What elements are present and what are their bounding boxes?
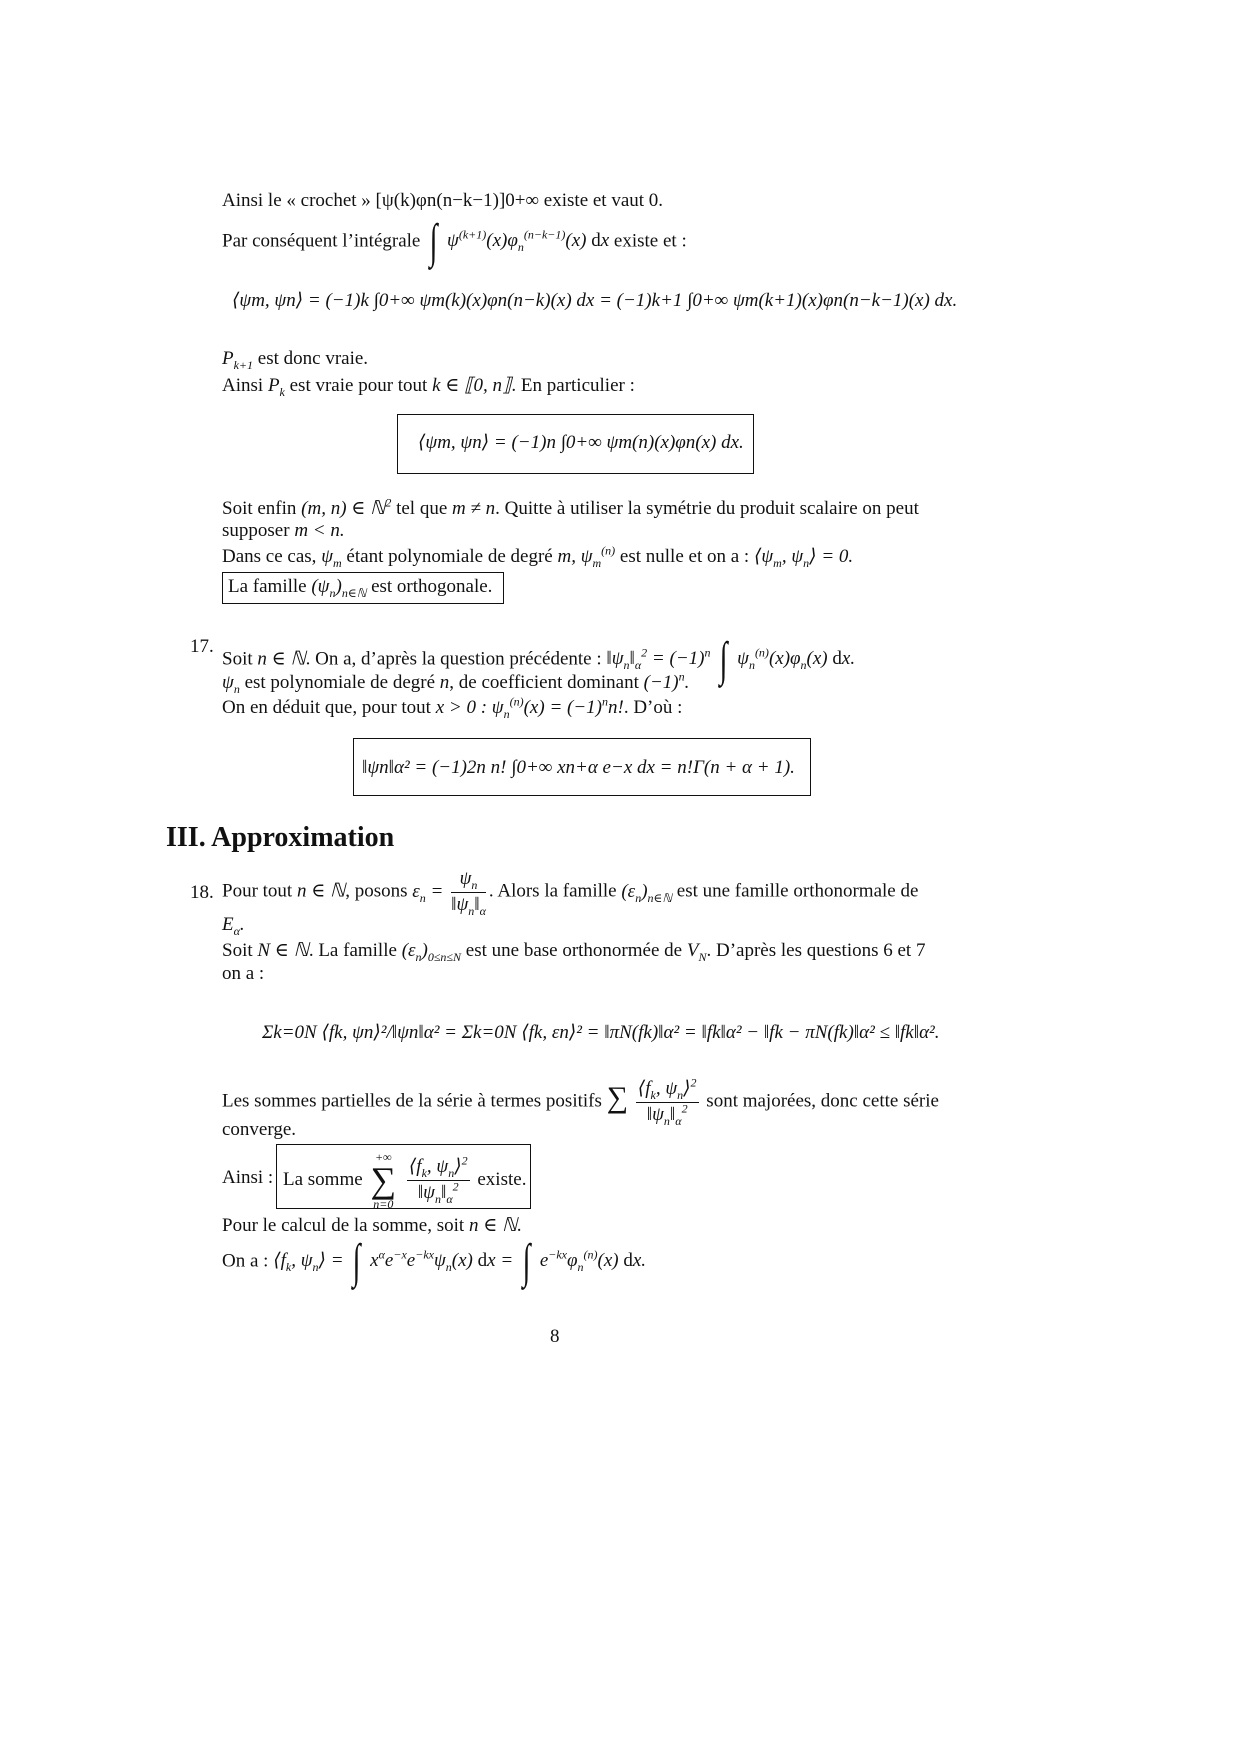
math-expression: ‖ψn‖α² = (−1)2n n! ∫0+∞ xn+α e−x dx = n!Γ(n + α + 1). <box>362 757 795 778</box>
text-segment: . Quitte à utiliser la symétrie du produit scalaire on peut <box>495 498 919 519</box>
math-expression: $\psi^{(k+1)}(x)\varphi_n^{(n-k-1)}(x)$ dx <box>447 228 610 255</box>
text-line <box>222 375 635 398</box>
page-number: 8 <box>550 1326 560 1347</box>
math-inline: n <box>439 672 450 693</box>
math-inline: N ∈ ℕ <box>257 940 309 961</box>
math-expression: Σk=0N ⟨fk, ψn⟩²/‖ψn‖α² = Σk=0N ⟨fk, εn⟩² = ‖πN(fk)‖α² = ‖fk‖α² − ‖fk − πN(fk)‖α² ≤ ‖fk‖α². <box>262 1022 940 1043</box>
text-segment: tel que <box>396 498 448 519</box>
math-expression: ⟨ψm, ψn⟩ = (−1)k ∫0+∞ ψm(k)(x)φn(n−k)(x) dx = (−1)k+1 ∫0+∞ ψm(k+1)(x)φn(n−k−1)(x) dx. <box>232 290 958 311</box>
section-heading: III. Approximation <box>166 822 395 853</box>
equation <box>262 1022 940 1045</box>
text-segment: , de coefficient dominant <box>449 672 639 693</box>
text-segment: . La famille <box>308 940 397 961</box>
math-inline: $⟨f_k$, $\psi_n⟩$ = ∫ $x^\alpha e^{-x}e^{-kx}\psi_n(x)$ dx = ∫ $e^{-kx}\varphi_n^{(n)}(x)$ dx. <box>273 1235 647 1288</box>
equation <box>362 757 795 780</box>
math-inline: $V_N$ <box>686 940 707 964</box>
math-inline: $(-1)^n$. <box>643 669 690 693</box>
text-segment: On a : <box>222 1250 269 1272</box>
math-inline: n ∈ ℕ. <box>468 1215 522 1236</box>
math-inline: $\psi_n$ <box>222 672 240 696</box>
text-segment: est une base orthonormée de <box>465 940 683 961</box>
text-segment: Les sommes partielles de la série à termes positifs <box>222 1090 602 1112</box>
text-line <box>222 694 683 721</box>
text-segment: est orthogonale. <box>371 576 493 597</box>
math-inline: $P_k$ <box>267 375 285 399</box>
text-segment: est donc vraie. <box>257 348 369 369</box>
math-inline: (m, n) ∈ ℕ$^2$ <box>301 495 392 519</box>
math-inline: ∑ $\frac{⟨f_k, \psi_n⟩^2}{‖\psi_n‖_\alpha^2}$ <box>606 1075 697 1128</box>
text-segment: converge. <box>222 1119 297 1140</box>
text-segment: existe et : <box>613 230 687 252</box>
math-inline: m ≠ n <box>452 498 496 519</box>
text-segment: Pour le calcul de la somme, soit <box>222 1215 465 1236</box>
math-inline: m, $\psi_m^{(n)}$ <box>557 543 616 570</box>
equation <box>232 290 957 313</box>
text-line <box>222 543 854 570</box>
math-inline: $(\psi_n)_{n\in ℕ}$ <box>311 576 367 600</box>
text-segment: Ainsi : <box>222 1167 274 1188</box>
text-line <box>222 914 245 937</box>
text-line <box>222 963 264 986</box>
math-inline: x > 0 : $\psi_n^{(n)}(x) = (-1)^nn$! <box>435 694 624 721</box>
text-line <box>222 215 687 268</box>
text-segment: étant polynomiale de degré <box>346 546 553 567</box>
text-segment: Ainsi <box>222 375 264 396</box>
equation <box>418 432 744 455</box>
math-inline: n ∈ ℕ <box>257 648 306 670</box>
text-line <box>222 1167 273 1190</box>
text-segment: 17. <box>190 636 214 657</box>
sum-symbol: +∞ ∑ n=0 <box>370 1150 397 1211</box>
text-segment: existe. <box>477 1168 527 1190</box>
text-segment: . Alors la famille <box>488 880 617 902</box>
text-segment: . En particulier : <box>511 375 635 396</box>
question-number <box>190 882 214 905</box>
math-inline: $(\varepsilon_n)_{n\in ℕ}$ <box>621 880 673 905</box>
math-inline: $E_\alpha$. <box>222 914 245 938</box>
text-line <box>222 669 690 696</box>
text-segment: est polynomiale de degré <box>244 672 436 693</box>
text-line <box>222 348 368 371</box>
text-segment: est nulle et on a : <box>619 546 750 567</box>
text-segment: Par conséquent l’intégrale <box>222 230 421 252</box>
math-inline: $(\varepsilon_n)_{0\le n\le N}$ <box>401 940 462 964</box>
text-segment: Pour tout <box>222 880 293 902</box>
text-segment: , posons <box>345 880 408 902</box>
math-inline: $\psi_m$ <box>321 546 342 570</box>
math-inline: k ∈ ⟦0, n⟧ <box>432 375 512 396</box>
text-segment: Ainsi le « crochet » [ψ(k)φn(n−k−1)]0+∞ existe et vaut 0. <box>222 190 664 211</box>
text-segment: Soit <box>222 940 253 961</box>
text-line <box>222 495 919 521</box>
text-segment: La famille <box>228 576 307 597</box>
math-inline: $P_{k+1}$ <box>222 348 254 372</box>
integral-sign: ∫ <box>429 215 438 268</box>
math-inline: n ∈ ℕ <box>296 880 346 902</box>
math-expression: ⟨ψm, ψn⟩ = (−1)n ∫0+∞ ψm(n)(x)φn(x) dx. <box>418 432 744 453</box>
text-line <box>222 190 663 213</box>
text-segment: Dans ce cas, <box>222 546 317 567</box>
text-segment: on a : <box>222 963 265 984</box>
text-segment: Soit <box>222 648 253 670</box>
text-segment: La somme <box>283 1168 363 1190</box>
text-segment: . D’après les questions 6 et 7 <box>706 940 926 961</box>
question-number <box>190 636 214 659</box>
text-segment: . On a, d’après la question précédente : <box>305 648 602 670</box>
text-line <box>222 1119 296 1142</box>
text-segment: On en déduit que, pour tout <box>222 697 431 718</box>
text-segment: supposer <box>222 520 290 541</box>
math-inline: m < n. <box>294 520 345 541</box>
math-inline: $\frac{⟨f_k, \psi_n⟩^2}{‖\psi_n‖_\alpha^2}$ <box>408 1153 468 1206</box>
text-segment: 18. <box>190 882 214 903</box>
text-line <box>222 1075 939 1128</box>
text-segment: Soit enfin <box>222 498 297 519</box>
text-line <box>228 576 492 599</box>
text-line <box>222 868 918 917</box>
text-line <box>222 940 925 963</box>
text-line <box>222 520 345 543</box>
text-segment: est une famille orthonormale de <box>676 880 919 902</box>
text-segment: . D’où : <box>623 697 683 718</box>
math-inline: $⟨\psi_m$, $\psi_n⟩ = 0$. <box>753 546 854 570</box>
text-segment: sont majorées, donc cette série <box>706 1090 939 1112</box>
text-line <box>283 1150 526 1211</box>
text-line <box>222 1235 647 1288</box>
text-line <box>222 1215 522 1238</box>
text-segment: est vraie pour tout <box>289 375 428 396</box>
math-inline: $‖\psi_n‖_\alpha^2 = (-1)^n$ ∫ $\psi_n^{(n)}(x)\varphi_n(x)$ dx. <box>606 633 856 686</box>
math-inline: $\varepsilon_n$ = $\frac{\psi_n}{‖\psi_n‖_\alpha}$ <box>412 868 486 918</box>
